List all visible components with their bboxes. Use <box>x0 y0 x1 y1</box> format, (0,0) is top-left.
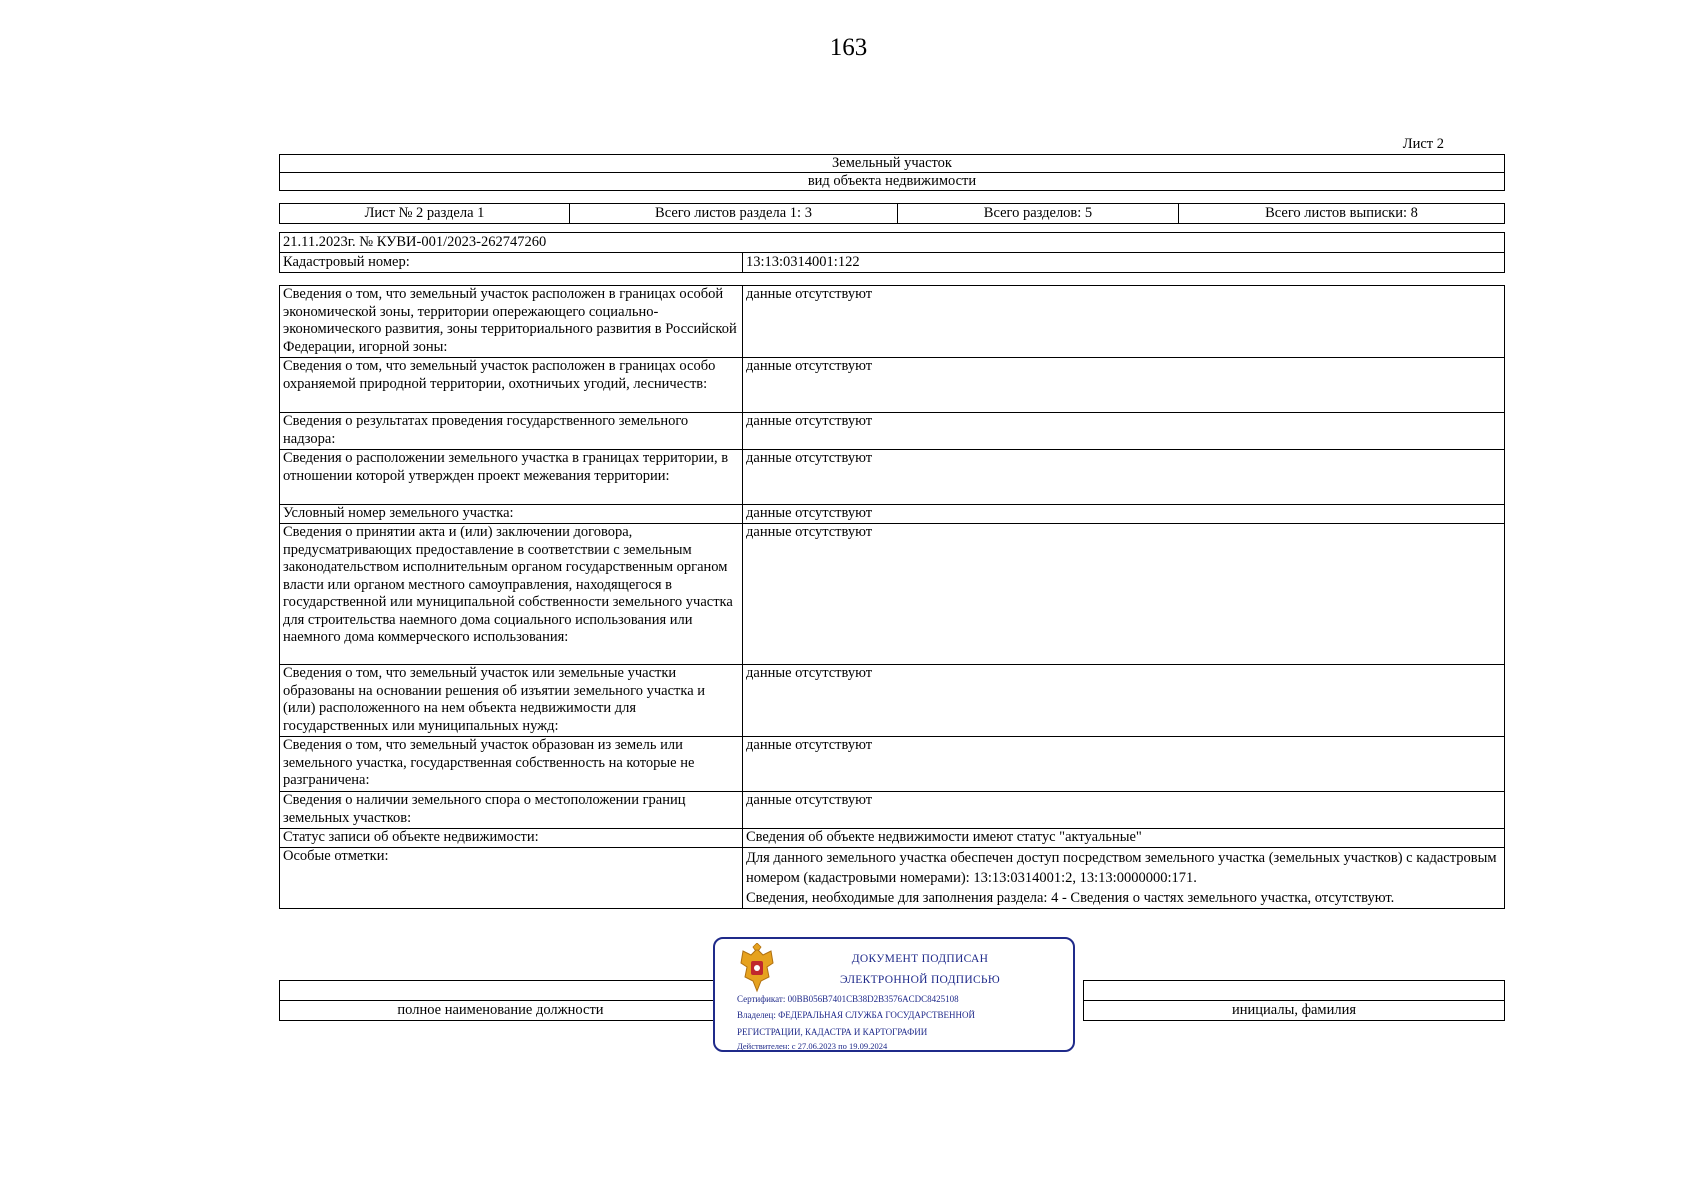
sheet-label: Лист 2 <box>1402 136 1444 152</box>
signature-position-label: полное наименование должности <box>280 1001 722 1021</box>
sheet-of-section: Лист № 2 раздела 1 <box>280 204 570 224</box>
signature-position-line <box>280 981 722 1001</box>
record-id-table <box>279 232 1505 273</box>
stamp-owner-line1: Владелец: ФЕДЕРАЛЬНАЯ СЛУЖБА ГОСУДАРСТВЕННОЙ <box>737 1010 976 1020</box>
stamp-line1: ДОКУМЕНТ ПОДПИСАН <box>851 953 989 965</box>
record-date-number: 21.11.2023г. № КУВИ-001/2023-262747260 <box>280 233 1505 253</box>
row-label: Особые отметки: <box>280 848 743 909</box>
table-row <box>280 792 1505 829</box>
sheets-info-table <box>279 203 1505 224</box>
land-plot-details-table <box>279 285 1505 909</box>
row-label: Сведения о наличии земельного спора о местоположении границ земельных участков: <box>280 792 743 829</box>
table-row <box>280 358 1505 413</box>
total-extract-sheets: Всего листов выписки: 8 <box>1179 204 1505 224</box>
table-row <box>280 665 1505 737</box>
stamp-owner-line2: РЕГИСТРАЦИИ, КАДАСТРА И КАРТОГРАФИИ <box>737 1027 928 1037</box>
row-value: Сведения об объекте недвижимости имеют статус "актуальные" <box>743 829 1505 848</box>
object-type-subtitle: вид объекта недвижимости <box>280 173 1505 191</box>
stamp-validity: Действителен: с 27.06.2023 по 19.09.2024 <box>737 1041 888 1051</box>
cadastral-number-value: 13:13:0314001:122 <box>743 253 1505 273</box>
special-note-parts: Сведения, необходимые для заполнения раздела: 4 - Сведения о частях земельного участка, отсутствуют. <box>746 890 1395 906</box>
row-value: данные отсутствуют <box>743 524 1505 665</box>
signature-name-line <box>1084 981 1505 1001</box>
table-row <box>280 413 1505 450</box>
row-value: данные отсутствуют <box>743 737 1505 792</box>
table-row <box>280 286 1505 358</box>
double-headed-eagle-emblem-icon <box>735 943 779 995</box>
table-row <box>280 450 1505 505</box>
row-label: Сведения о том, что земельный участок или земельные участки образованы на основании решения об изъятии земельного участка и (или) расположенного на нем объекта недвижимости для государственных или муниципальных нужд: <box>280 665 743 737</box>
row-value: данные отсутствуют <box>743 358 1505 413</box>
row-label: Сведения о принятии акта и (или) заключении договора, предусматривающих предоставление в соответствии с земельным законодательством исполнительным органом государственным органом власти или органом местного самоуправления, находящегося в государственной или муниципальной собственности земельного участка для строительства наемного дома социального использования или наемного дома коммерческого использования: <box>280 524 743 665</box>
row-value: данные отсутствуют <box>743 286 1505 358</box>
table-row <box>280 505 1505 524</box>
row-label: Статус записи об объекте недвижимости: <box>280 829 743 848</box>
row-label: Условный номер земельного участка: <box>280 505 743 524</box>
total-sections: Всего разделов: 5 <box>898 204 1179 224</box>
cadastral-number-label: Кадастровый номер: <box>280 253 743 273</box>
signature-name-label: инициалы, фамилия <box>1084 1001 1505 1021</box>
electronic-signature-stamp <box>713 937 1075 1052</box>
table-row <box>280 829 1505 848</box>
row-label: Сведения о результатах проведения государственного земельного надзора: <box>280 413 743 450</box>
row-value: данные отсутствуют <box>743 413 1505 450</box>
object-type-header <box>279 154 1505 191</box>
page-number: 163 <box>829 34 868 61</box>
row-label: Сведения о том, что земельный участок образован из земель или земельного участка, государственная собственность на которые не разграничена: <box>280 737 743 792</box>
row-value: данные отсутствуют <box>743 665 1505 737</box>
row-value: данные отсутствуют <box>743 792 1505 829</box>
row-value: данные отсутствуют <box>743 450 1505 505</box>
table-row <box>280 524 1505 665</box>
row-label: Сведения о том, что земельный участок расположен в границах особо охраняемой природной территории, охотничьих угодий, лесничеств: <box>280 358 743 413</box>
row-value: данные отсутствуют <box>743 505 1505 524</box>
stamp-certificate: Сертификат: 00BB056B7401CB38D2B3576ACDC8425108 <box>737 994 959 1004</box>
row-label: Сведения о том, что земельный участок расположен в границах особой экономической зоны, территории опережающего социально-экономического развития, зоны территориального развития в Российской Федерации, игорной зоны: <box>280 286 743 358</box>
object-type-title: Земельный участок <box>280 155 1505 173</box>
total-section-sheets: Всего листов раздела 1: 3 <box>570 204 898 224</box>
table-row <box>280 848 1505 909</box>
table-row <box>280 737 1505 792</box>
special-note-access: Для данного земельного участка обеспечен доступ посредством земельного участка (земельных участков) с кадастровым номером (кадастровыми номерами): 13:13:0314001:2, 13:13:0000000:171. <box>746 850 1497 886</box>
stamp-line2: ЭЛЕКТРОННОЙ ПОДПИСЬЮ <box>840 974 1000 986</box>
row-value <box>743 848 1505 909</box>
row-label: Сведения о расположении земельного участка в границах территории, в отношении которой утвержден проект межевания территории: <box>280 450 743 505</box>
